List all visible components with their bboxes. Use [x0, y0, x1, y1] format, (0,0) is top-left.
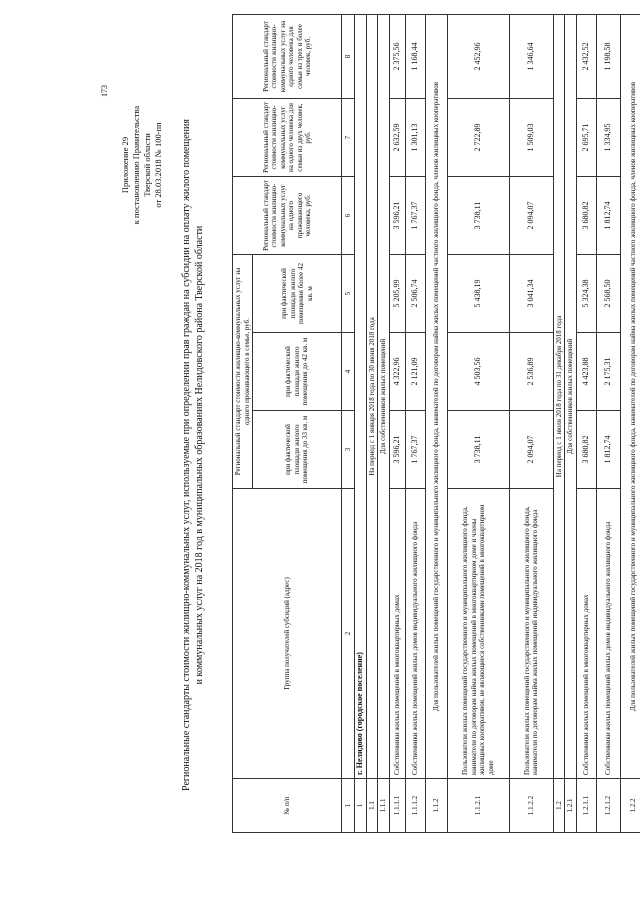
value-cell: 2 452,96 [447, 15, 509, 99]
value-cell: 4 503,56 [447, 333, 509, 411]
value-cell: 1 168,44 [405, 15, 425, 99]
row-number: 1.1.1.2 [405, 779, 425, 833]
row-label: Собственники жилых помещений в многоквартирных домах [389, 489, 405, 779]
header-std1-group: Региональный стандарт стоимости жилищно-коммунальных услуг на одного проживающего в семье, руб. [233, 255, 253, 489]
title-line: и коммунальных услуг на 2018 год в муниципальных образованиях Нелидовского района Тверской области [194, 225, 205, 685]
header-col8: Региональный стандарт стоимости жилищно-коммунальных услуг на одного человека для семьи из трех и более человек, руб. [233, 15, 342, 99]
value-cell: 3 680,82 [576, 411, 596, 489]
standards-table [232, 14, 640, 833]
group-heading: Для собственников жилых помещений [565, 15, 577, 779]
header-std1a: при фактической площади жилого помещения до 33 кв. м [253, 411, 342, 489]
row-number: 1.1.2.1 [447, 779, 509, 833]
column-index: 5 [342, 255, 355, 333]
value-cell: 1 301,13 [405, 99, 425, 177]
value-cell: 2 536,89 [509, 333, 553, 411]
row-label: Собственники жилых помещений жилых домов индивидуального жилищного фонда [596, 489, 620, 779]
value-cell: 2 094,07 [509, 411, 553, 489]
row-label: Пользователи жилых помещений государственного и муниципального жилищного фонда, наниматели по договорам найма жилых помещений индивидуального жилищного фонда [509, 489, 553, 779]
value-cell: 5 324,38 [576, 255, 596, 333]
value-cell: 3 738,11 [447, 177, 509, 255]
row-number: 1.2.1 [565, 779, 577, 833]
header-col6: Региональный стандарт стоимости жилищно-коммунальных услуг на одного проживающего человека, руб. [233, 177, 342, 255]
value-cell: 2 568,50 [596, 255, 620, 333]
group-heading: Для собственников жилых помещений [378, 15, 390, 779]
column-index: 2 [342, 489, 355, 779]
value-cell: 1 812,74 [596, 411, 620, 489]
period-heading: На период с 1 января 2018 года по 30 июня 2018 года [366, 15, 378, 779]
header-col7: Региональный стандарт стоимости жилищно-коммунальных услуг на одного человека для семьи из двух человек, руб. [233, 99, 342, 177]
row-number: 1.1.2.2 [509, 779, 553, 833]
period-heading: На период с 1 июля 2018 года по 31 декабря 2018 года [553, 15, 565, 779]
header-num: № п/п [233, 779, 342, 833]
group-heading: Для пользователей жилых помещений государственного и муниципального жилищного фонда, нанимателей по договорам найма жилых помещений частного жилищного фонда, членов жилищных кооперативов [425, 15, 447, 779]
row-number: 1.1.1 [378, 779, 390, 833]
appendix-note [120, 35, 164, 295]
row-number: 1.1 [366, 779, 378, 833]
row-label: Собственники жилых помещений жилых домов индивидуального жилищного фонда [405, 489, 425, 779]
value-cell: 1 767,37 [405, 411, 425, 489]
value-cell: 3 596,21 [389, 177, 405, 255]
row-label: Пользователи жилых помещений государственного и муниципального жилищного фонда, наниматели по договорам найма жилых помещений в многоквартирном доме и члены жилищных кооперативов, не являющиеся собственниками помещений в многоквартирном доме [447, 489, 509, 779]
column-index: 1 [342, 779, 355, 833]
value-cell: 1 198,58 [596, 15, 620, 99]
value-cell: 2 506,74 [405, 255, 425, 333]
value-cell: 2 632,59 [389, 99, 405, 177]
value-cell: 3 680,82 [576, 177, 596, 255]
header-std1c: при фактической площади жилого помещения более 42 кв. м [253, 255, 342, 333]
value-cell: 2 175,31 [596, 333, 620, 411]
value-cell: 1 334,95 [596, 99, 620, 177]
appendix-line: от 28.03.2018 № 100-пп [153, 122, 163, 208]
value-cell: 2 094,07 [509, 177, 553, 255]
value-cell: 1 346,64 [509, 15, 553, 99]
value-cell: 4 322,96 [389, 333, 405, 411]
appendix-line: Приложение 29 [120, 136, 130, 194]
page-number: 173 [100, 85, 109, 97]
column-index: 3 [342, 411, 355, 489]
row-number: 1.2.2 [620, 779, 640, 833]
value-cell: 2 121,09 [405, 333, 425, 411]
appendix-line: Тверской области [142, 133, 152, 197]
document-title [180, 55, 206, 855]
column-index: 7 [342, 99, 355, 177]
appendix-line: к постановлению Правительства [131, 105, 141, 225]
row-number: 1.2.1.2 [596, 779, 620, 833]
value-cell: 1 509,03 [509, 99, 553, 177]
value-cell: 4 423,88 [576, 333, 596, 411]
row-label: Собственники жилых помещений в многоквартирных домах [576, 489, 596, 779]
column-index: 8 [342, 15, 355, 99]
settlement-heading: г. Нелидово (городское поселение) [355, 15, 367, 779]
row-number: 1 [355, 779, 367, 833]
header-group: Группа получателей субсидий (адрес) [233, 489, 342, 779]
column-index: 6 [342, 177, 355, 255]
value-cell: 2 695,71 [576, 99, 596, 177]
row-number: 1.2 [553, 779, 565, 833]
value-cell: 2 432,52 [576, 15, 596, 99]
title-line: Региональные стандарты стоимости жилищно-коммунальных услуг, используемые при определении прав граждан на субсидии на оплату жилого помещения [181, 119, 192, 791]
value-cell: 1 767,37 [405, 177, 425, 255]
value-cell: 1 812,74 [596, 177, 620, 255]
group-heading: Для пользователей жилых помещений государственного и муниципального жилищного фонда, нанимателей по договорам найма жилых помещений частного жилищного фонда, членов жилищных кооперативов [620, 15, 640, 779]
value-cell: 5 205,99 [389, 255, 405, 333]
value-cell: 3 041,34 [509, 255, 553, 333]
header-std1b: при фактической площади жилого помещения до 42 кв. м [253, 333, 342, 411]
value-cell: 3 738,11 [447, 411, 509, 489]
value-cell: 5 438,19 [447, 255, 509, 333]
value-cell: 2 722,89 [447, 99, 509, 177]
row-number: 1.2.1.1 [576, 779, 596, 833]
value-cell: 2 375,56 [389, 15, 405, 99]
column-index: 4 [342, 333, 355, 411]
row-number: 1.1.2 [425, 779, 447, 833]
value-cell: 3 596,21 [389, 411, 405, 489]
row-number: 1.1.1.1 [389, 779, 405, 833]
